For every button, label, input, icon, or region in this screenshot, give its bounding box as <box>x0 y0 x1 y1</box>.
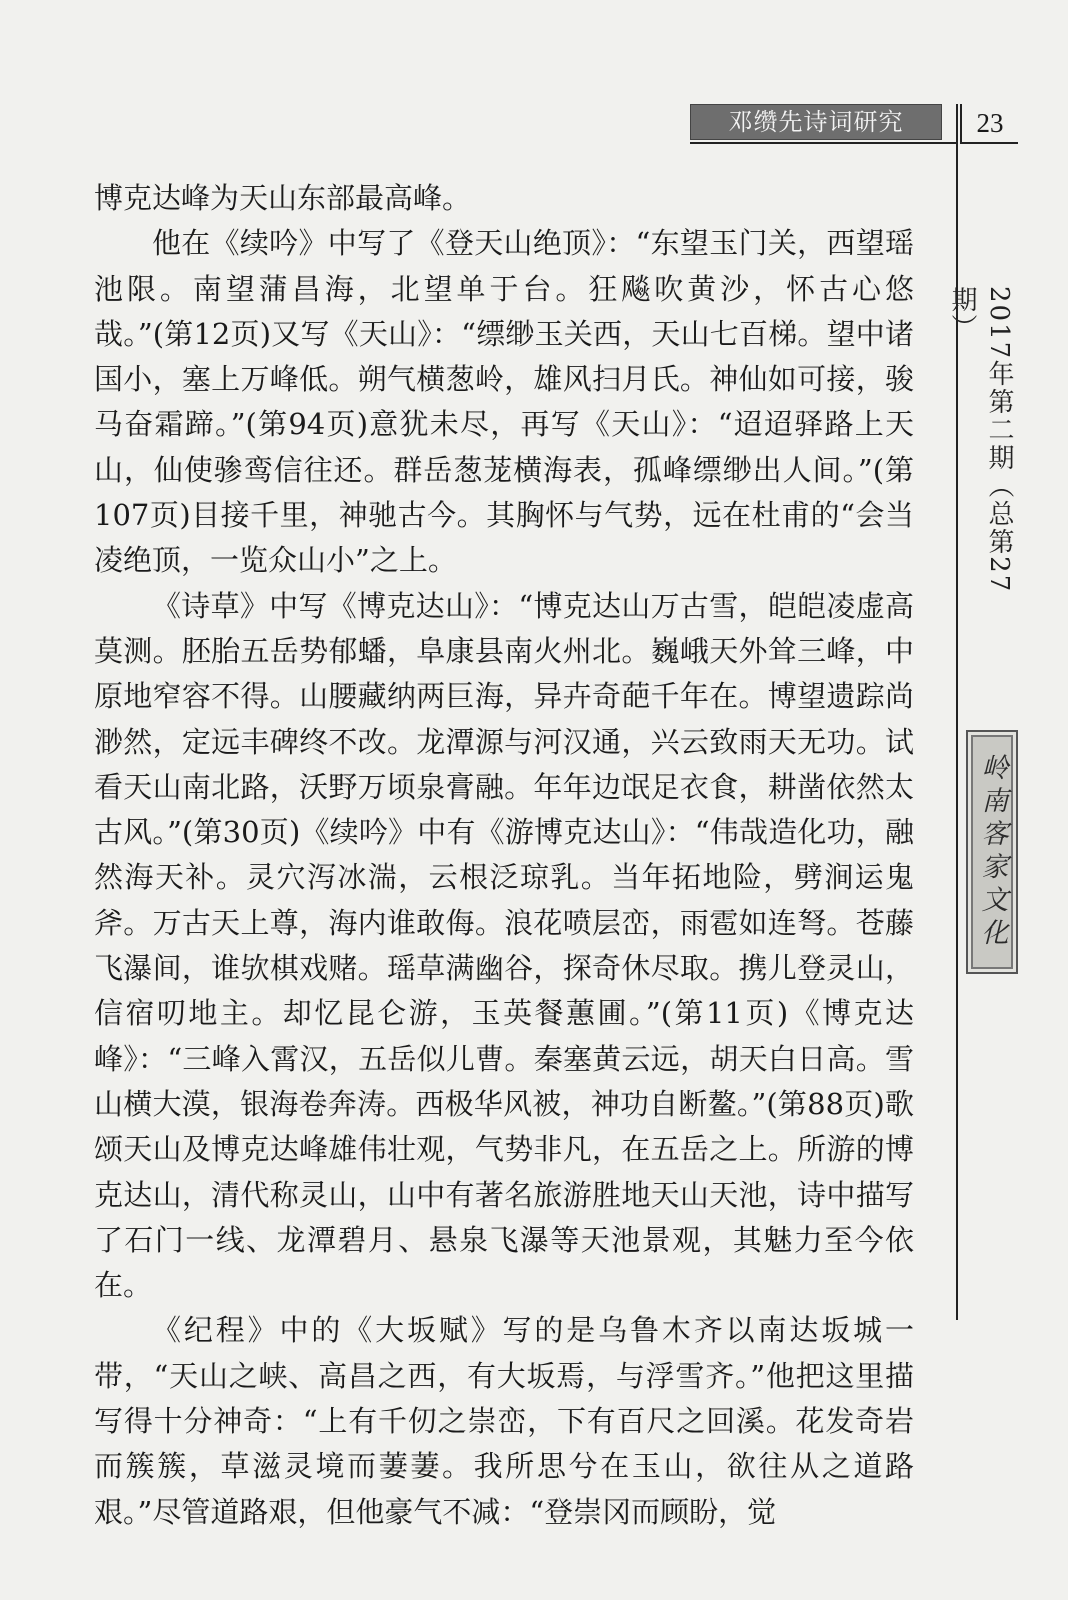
emblem-text: 岭南客家文化 <box>976 753 1008 951</box>
header-rule <box>690 142 958 144</box>
section-title: 邓缵先诗词研究 <box>690 104 942 140</box>
paragraph-1: 博克达峰为天山东部最高峰。 <box>94 181 472 215</box>
journal-emblem <box>966 730 1018 974</box>
paragraph-4: 《纪程》中的《大坂赋》写的是乌鲁木齐以南达坂城一带，“天山之峡、高昌之西，有大坂焉，与浮雪齐。”他把这里描写得十分神奇：“上有千仞之崇峦，下有百尺之回溪。花发奇岩而簇簇，草滋灵境而萋萋。我所思兮在玉山，欲往从之道路艰。”尽管道路艰，但他豪气不减：“登崇冈而顾盼，觉 <box>94 1313 914 1529</box>
paragraph-3: 《诗草》中写《博克达山》：“博克达山万古雪，皑皑凌虚高莫测。胚胎五岳势郁蟠，阜康县南火州北。巍峨天外耸三峰，中原地窄容不得。山腰藏纳两巨海，异卉奇葩千年在。博望遗踪尚渺然，定远丰碑终不改。龙潭源与河汉通，兴云致雨天无功。试看天山南北路，沃野万顷泉膏融。年年边氓足衣食，耕凿依然太古风。”(第30页)《续吟》中有《游博克达山》：“伟哉造化功，融然海天补。灵穴泻冰湍，云根泛琼乳。当年拓地险，劈涧运鬼斧。万古天上尊，海内谁敢侮。浪花喷层峦，雨雹如连弩。苍藤飞瀑间，谁欤棋戏赌。瑶草满幽谷，探奇休尽取。携儿登灵山，信宿叨地主。却忆昆仑游，玉英餐蕙圃。”(第11页)《博克达峰》：“三峰入霄汉，五岳似儿曹。秦塞黄云远，胡天白日高。雪山横大漠，银海卷奔涛。西极华风被，神功自断鳌。”(第88页)歌颂天山及博克达峰雄伟壮观，气势非凡，在五岳之上。所游的博克达山，清代称灵山，山中有著名旅游胜地天山天池，诗中描写了石门一线、龙潭碧月、悬泉飞瀑等天池景观，其魅力至今依在。 <box>94 588 914 1303</box>
issue-label: 2017年第二期（总第27期） <box>947 286 1014 594</box>
paragraph-2: 他在《续吟》中写了《登天山绝顶》：“东望玉门关，西望瑶池限。南望蒲昌海，北望单于台。狂飚吹黄沙，怀古心悠哉。”(第12页)又写《天山》：“缥缈玉关西，天山七百梯。望中诸国小，塞上万峰低。朔气横葱岭，雄风扫月氏。神仙如可接，骏马奋霜蹄。”(第94页)意犹未尽，再写《天山》：“迢迢驿路上天山，仙使骖鸾信往还。群岳葱茏横海表，孤峰缥缈出人间。”(第107页)目接千里，神驰古今。其胸怀与气势，远在杜甫的“会当凌绝顶，一览众山小”之上。 <box>94 226 914 578</box>
page-number: 23 <box>960 104 1018 144</box>
article-body <box>94 176 914 1535</box>
